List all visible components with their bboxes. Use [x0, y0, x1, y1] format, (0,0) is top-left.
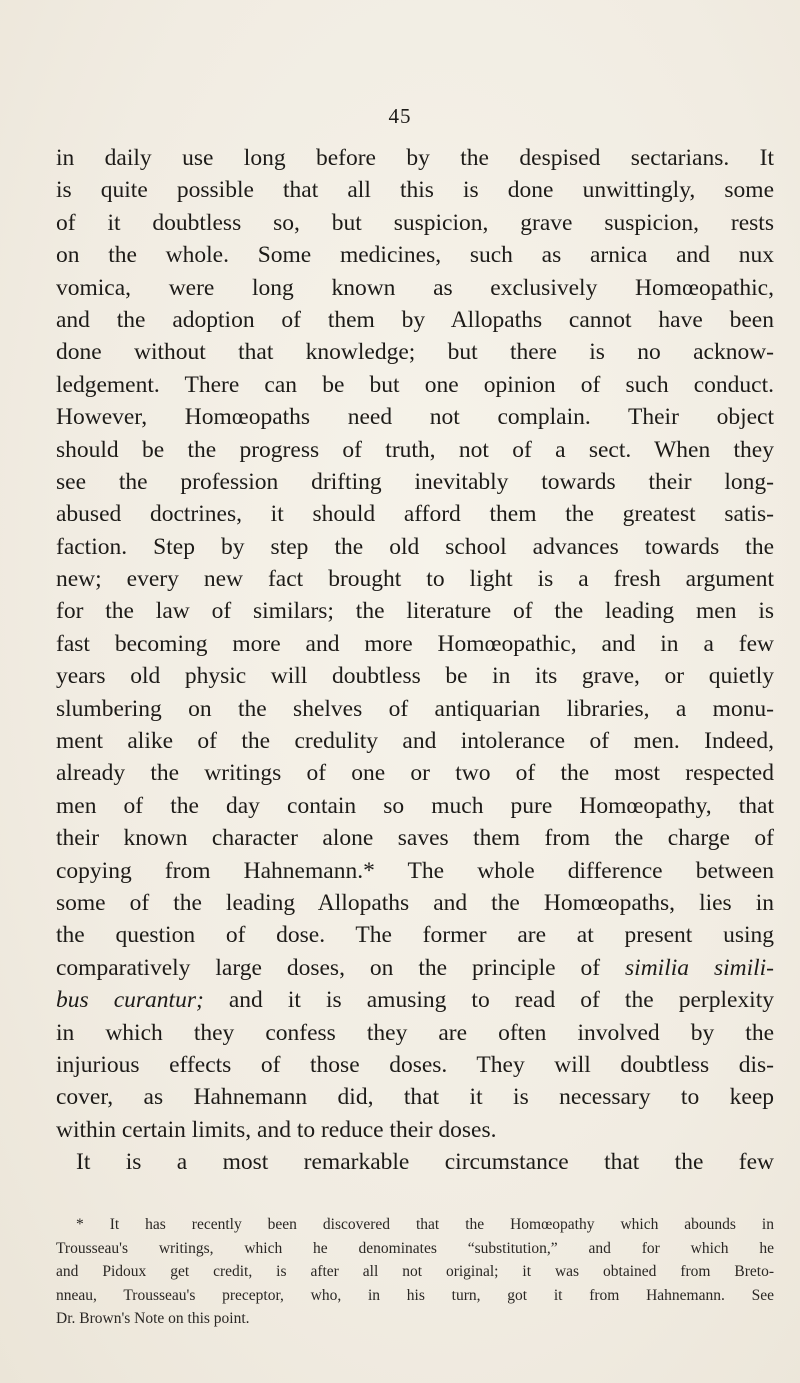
text-line: ledgement. There can be but one opinion of such conduct.	[56, 371, 774, 398]
text-line: men of the day contain so much pure Homœopathy, that	[56, 792, 774, 819]
text-line: years old physic will doubtless be in its grave, or quietly	[56, 663, 774, 690]
footnote-line: Trousseau's writings, which he denominates “substitution,” and for which he	[56, 1239, 774, 1257]
text-line: should be the progress of truth, not of a sect. When they	[56, 436, 774, 463]
text-line: done without that knowledge; but there is no acknow-	[56, 339, 774, 366]
text-line: for the law of similars; the literature of the leading men is	[56, 598, 774, 625]
text-line: copying from Hahnemann.* The whole difference between	[56, 857, 774, 884]
text-line: However, Homœopaths need not complain. Their object	[56, 404, 774, 431]
footnote-line: Dr. Brown's Note on this point.	[56, 1310, 250, 1327]
text-line: in which they confess they are often involved by the	[56, 1019, 774, 1046]
body-text	[56, 142, 774, 1179]
text-line: faction. Step by step the old school advances towards the	[56, 533, 774, 560]
text-run: comparatively large doses, on the principle of	[56, 954, 626, 981]
text-run: and it is amusing to read of the perplexity	[203, 987, 774, 1014]
latin-phrase: similia simili-	[625, 954, 775, 981]
text-line: injurious effects of those doses. They will doubtless dis-	[56, 1051, 774, 1078]
footnote-line: nneau, Trousseau's preceptor, who, in his turn, got it from Hahnemann. See	[56, 1286, 774, 1304]
text-line: vomica, were long known as exclusively Homœopathic,	[56, 274, 774, 301]
text-line: fast becoming more and more Homœopathic, and in a few	[56, 630, 774, 657]
text-line: cover, as Hahnemann did, that it is necessary to keep	[56, 1084, 774, 1111]
text-line: abused doctrines, it should afford them the greatest satis-	[56, 501, 774, 528]
text-line: slumbering on the shelves of antiquarian libraries, a monu-	[56, 695, 774, 722]
latin-phrase: bus curantur;	[56, 987, 204, 1014]
footnote	[56, 1213, 774, 1331]
text-line: already the writings of one or two of the most respected	[56, 760, 774, 787]
text-line: ment alike of the credulity and intolerance of men. Indeed,	[56, 728, 774, 755]
text-line: see the profession drifting inevitably towards their long-	[56, 468, 774, 495]
text-line: of it doubtless so, but suspicion, grave suspicion, rests	[56, 209, 774, 236]
text-line: within certain limits, and to reduce their doses.	[56, 1116, 497, 1143]
text-line: the question of dose. The former are at present using	[56, 922, 774, 949]
text-line: new; every new fact brought to light is a fresh argument	[56, 566, 774, 593]
text-line	[56, 984, 774, 1016]
text-line: is quite possible that all this is done unwittingly, some	[56, 177, 774, 204]
text-line: It is a most remarkable circumstance that the few	[76, 1149, 774, 1176]
text-line: on the whole. Some medicines, such as arnica and nux	[56, 242, 774, 269]
text-line: and the adoption of them by Allopaths cannot have been	[56, 306, 774, 333]
text-line: in daily use long before by the despised sectarians. It	[56, 145, 774, 171]
footnote-line: * It has recently been discovered that the Homœopathy which abounds in	[76, 1216, 774, 1233]
text-line: some of the leading Allopaths and the Homœopaths, lies in	[56, 889, 774, 916]
footnote-line: and Pidoux get credit, is after all not original; it was obtained from Breto-	[56, 1263, 774, 1280]
page-number: 45	[388, 104, 412, 128]
text-line: their known character alone saves them from the charge of	[56, 825, 774, 852]
text-line	[56, 952, 774, 984]
